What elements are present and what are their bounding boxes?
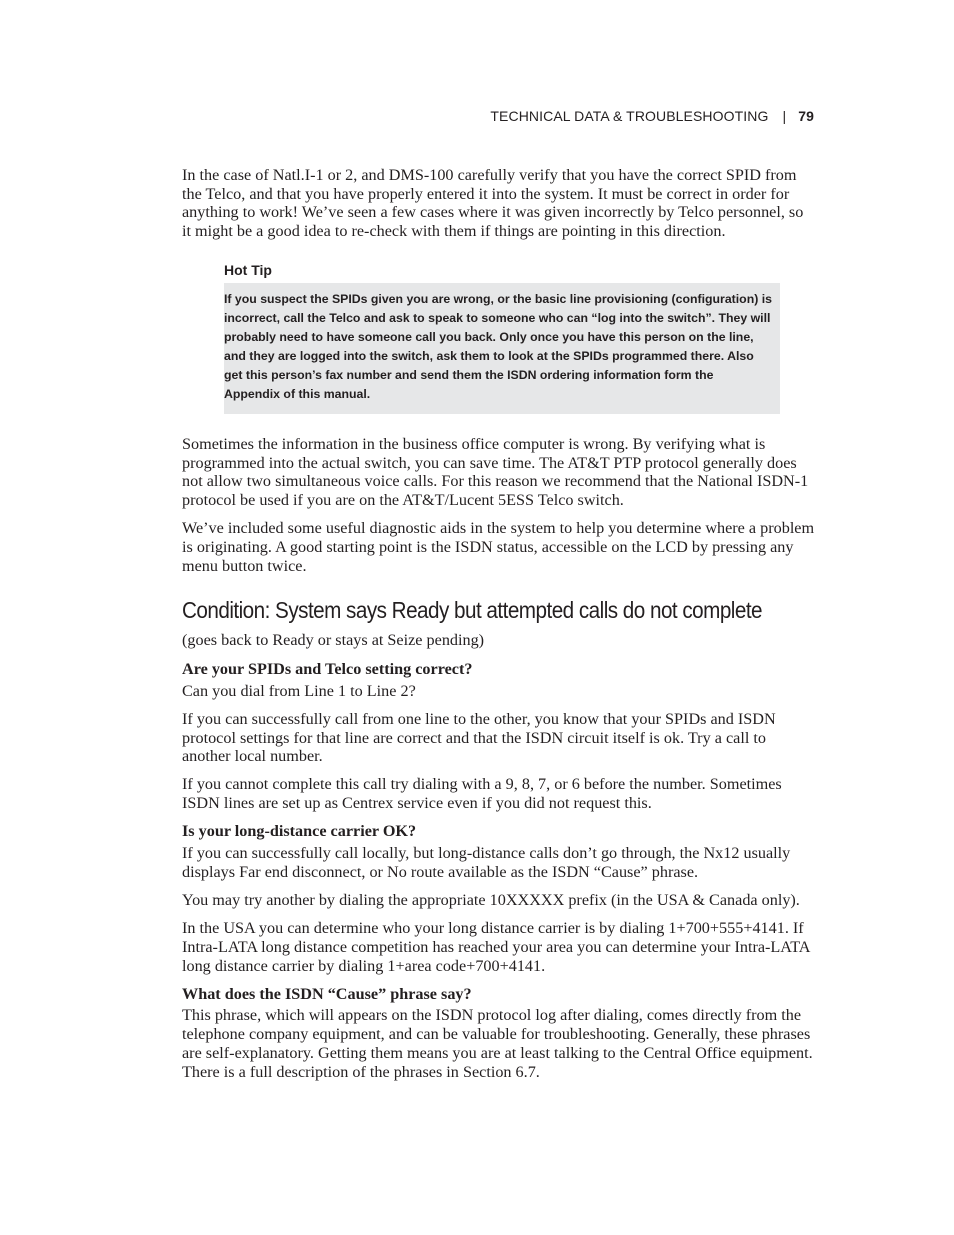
- question-cause-phrase: What does the ISDN “Cause” phrase say?: [182, 984, 472, 1003]
- question-long-distance-paragraph: If you can successfully call locally, but long-distance calls don’t go through, the Nx12 usually displays Far end disconnect, or No route available as the ISDN “Cause” phrase.: [182, 844, 791, 881]
- question-spids-lead: Can you dial from Line 1 to Line 2?: [182, 681, 416, 700]
- header-section-title: TECHNICAL DATA & TROUBLESHOOTING: [490, 108, 769, 124]
- question-spids: Are your SPIDs and Telco setting correct?: [182, 659, 473, 678]
- hot-tip-box: [224, 261, 780, 414]
- question-long-distance-paragraph: In the USA you can determine who your long distance carrier is by dialing 1+700+555+4141. If Intra-LATA long distance competition has reached your area you can determine your Intra-LATA long distance carrier by dialing 1+area code+700+4141.: [182, 919, 810, 975]
- question-spids-paragraph: If you can successfully call from one line to the other, you know that your SPIDs and ISDN protocol settings for that line are correct and that the ISDN circuit itself is ok. Try a call to another local number.: [182, 709, 776, 766]
- page-body: [182, 166, 815, 1091]
- question-long-distance: Is your long-distance carrier OK?: [182, 822, 417, 841]
- question-cause-phrase-paragraph: This phrase, which will appears on the ISDN protocol log after dialing, comes directly from the telephone company equipment, and can be valuable for troubleshooting. Generally, these phrases are self-explanatory. Getting them means you are at least talking to the Central Office equipment. There is a full description of the phrases in Section 6.7.: [182, 1006, 813, 1081]
- hot-tip-title: Hot Tip: [224, 261, 272, 278]
- header-separator: |: [782, 108, 787, 124]
- hot-tip-body: If you suspect the SPIDs given you are wrong, or the basic line provisioning (configuration) is incorrect, call the Telco and ask to speak to someone who can “log into the switch”. They will probably need to have someone call you back. Only once you have this person on the line, and they are logged into the switch, ask them to look at the SPIDs programmed there. Also get this person’s fax number and send them the ISDN ordering information form the Appendix of this manual.: [224, 283, 780, 414]
- paragraph-office-computer: Sometimes the information in the business office computer is wrong. By verifying what is programmed into the actual switch, you can save time. The AT&T PTP protocol generally does not allow two simultaneous voice calls. For this reason we recommend that the National ISDN-1 protocol be used if you are on the AT&T/Lucent 5ESS Telco switch.: [182, 434, 809, 509]
- condition-heading: Condition: System says Ready but attempted calls do not complete: [182, 597, 763, 624]
- paragraph-diagnostic-aids: We’ve included some useful diagnostic aids in the system to help you determine where a problem is originating. A good starting point is the ISDN status, accessible on the LCD by pressing any menu button twice.: [182, 519, 815, 575]
- condition-subheading: (goes back to Ready or stays at Seize pending): [182, 631, 485, 650]
- post-tip-section: [182, 435, 815, 575]
- question-long-distance-paragraph: You may try another by dialing the appropriate 10XXXXX prefix (in the USA & Canada only).: [182, 890, 800, 909]
- page-number: 79: [798, 108, 814, 124]
- intro-paragraph: In the case of Natl.I-1 or 2, and DMS-100 carefully verify that you have the correct SPID from the Telco, and that you have properly entered it into the system. It must be correct in order for anything to work! We’ve seen a few cases where it was given incorrectly by Telco personnel, so it might be a good idea to re-check with them if things are pointing in this direction.: [182, 166, 804, 241]
- running-header: [490, 108, 814, 124]
- question-spids-paragraph: If you cannot complete this call try dialing with a 9, 8, 7, or 6 before the number. Sometimes ISDN lines are set up as Centrex service even if you did not request this.: [182, 775, 782, 813]
